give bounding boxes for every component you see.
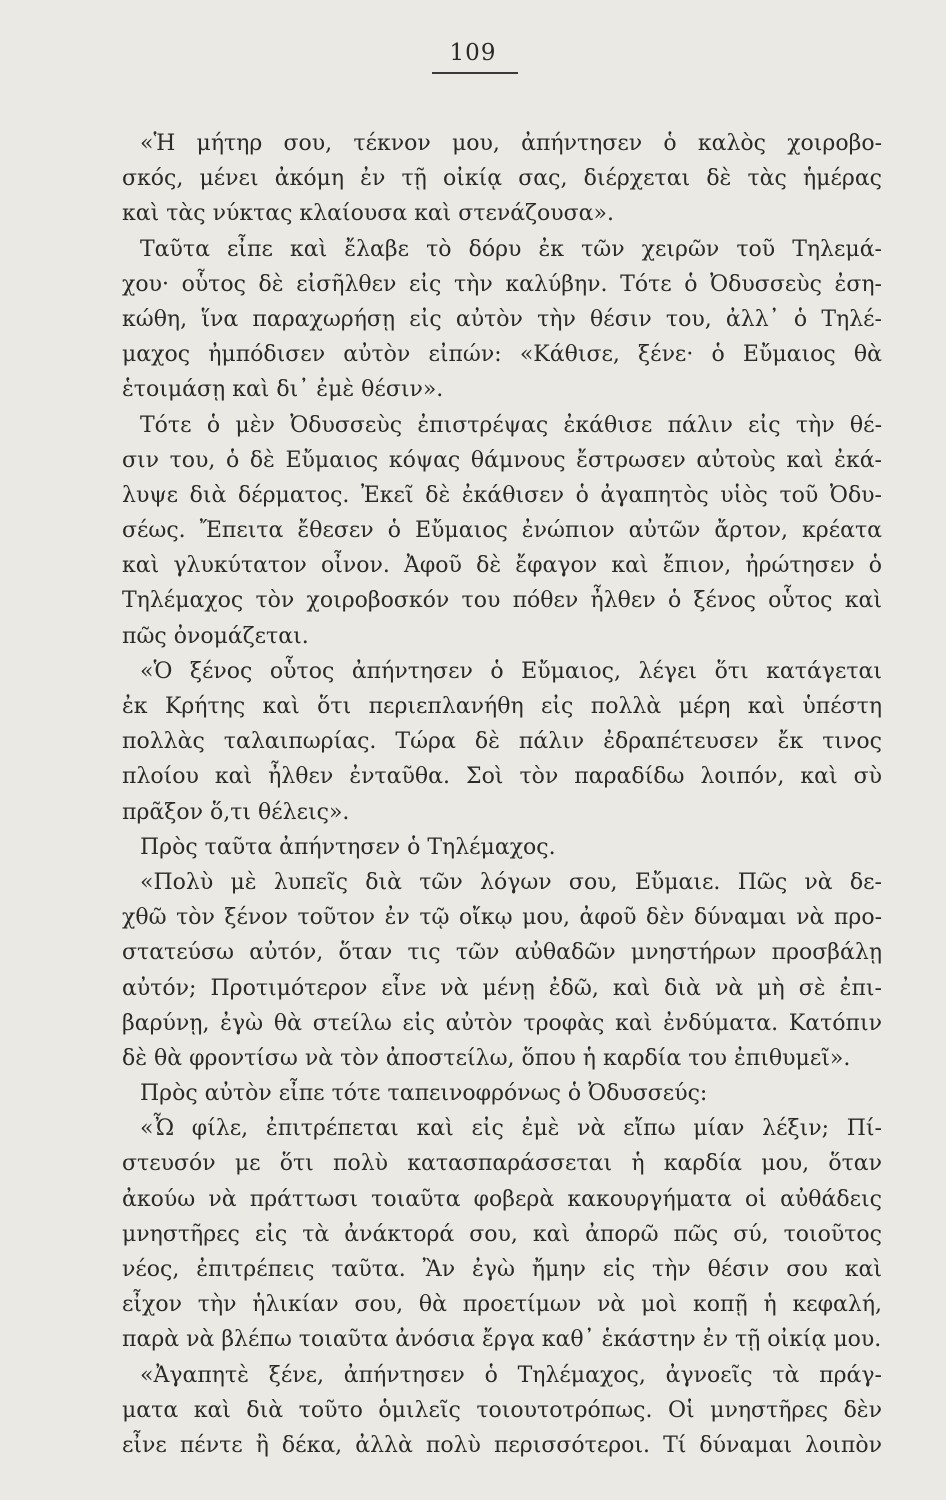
text-line: «Πολὺ μὲ λυπεῖς διὰ τῶν λόγων σου, Εὔμαιε. Πῶς νὰ δε- (140, 869, 882, 895)
text-line: σέως. Ἔπειτα ἔθεσεν ὁ Εὔμαιος ἐνώπιον αὐτῶν ἄρτον, κρέατα (122, 518, 882, 544)
text-line: στατεύσω αὐτόν, ὅταν τις τῶν αὐθαδῶν μνηστήρων προσβάλῃ (122, 940, 882, 966)
text-line: πολλὰς ταλαιπωρίας. Τώρα δὲ πάλιν ἐδραπέτευσεν ἔκ τινος (122, 729, 882, 755)
text-line: Πρὸς αὐτὸν εἶπε τότε ταπεινοφρόνως ὁ Ὀδυσσεύς: (140, 1081, 708, 1107)
text-line: Πρὸς ταῦτα ἀπήντησεν ὁ Τηλέμαχος. (140, 834, 556, 860)
text-line: σιν του, ὁ δὲ Εὔμαιος κόψας θάμνους ἔστρωσεν αὐτοὺς καὶ ἐκά- (122, 447, 882, 473)
text-line: δὲ θὰ φροντίσω νὰ τὸν ἀποστείλω, ὅπου ἡ καρδία του ἐπιθυμεῖ». (122, 1045, 851, 1071)
text-line: στευσόν με ὅτι πολὺ κατασπαράσσεται ἡ καρδία μου, ὅταν (122, 1151, 882, 1177)
text-line: αὐτόν; Προτιμότερον εἶνε νὰ μένῃ ἐδῶ, καὶ διὰ νὰ μὴ σὲ ἐπι- (122, 975, 882, 1001)
text-line: εἶνε πέντε ἢ δέκα, ἀλλὰ πολὺ περισσότεροι. Τί δύναμαι λοιπὸν (122, 1432, 882, 1458)
text-line: κώθη, ἵνα παραχωρήσῃ εἰς αὐτὸν τὴν θέσιν του, ἀλλ᾽ ὁ Τηλέ- (122, 306, 882, 332)
text-line: «Ὁ ξένος οὗτος ἀπήντησεν ὁ Εὔμαιος, λέγει ὅτι κατάγεται (140, 658, 882, 684)
text-line: «Ἀγαπητὲ ξένε, ἀπήντησεν ὁ Τηλέμαχος, ἀγνοεῖς τὰ πράγ- (140, 1362, 882, 1388)
text-line: ἐκ Κρήτης καὶ ὅτι περιεπλανήθη εἰς πολλὰ μέρη καὶ ὑπέστη (122, 694, 882, 719)
text-line: λυψε διὰ δέρματος. Ἐκεῖ δὲ ἐκάθισεν ὁ ἀγαπητὸς υἱὸς τοῦ Ὀδυ- (122, 482, 882, 508)
text-line: ματα καὶ διὰ τοῦτο ὁμιλεῖς τοιουτοτρόπως. Οἱ μνηστῆρες δὲν (122, 1397, 882, 1423)
text-line: καὶ τὰς νύκτας κλαίουσα καὶ στενάζουσα». (122, 201, 614, 227)
text-line: μαχος ἠμπόδισεν αὐτὸν εἰπών: «Κάθισε, ξένε· ὁ Εὔμαιος θὰ (122, 342, 882, 368)
text-line: βαρύνῃ, ἐγὼ θὰ στείλω εἰς αὐτὸν τροφὰς καὶ ἐνδύματα. Κατόπιν (122, 1010, 882, 1036)
text-line: καὶ γλυκύτατον οἶνον. Ἀφοῦ δὲ ἔφαγον καὶ ἔπιον, ἠρώτησεν ὁ (122, 553, 882, 579)
text-line: μνηστῆρες εἰς τὰ ἀνάκτορά σου, καὶ ἀπορῶ πῶς σύ, τοιοῦτος (122, 1221, 882, 1247)
text-line: Τότε ὁ μὲν Ὀδυσσεὺς ἐπιστρέψας ἐκάθισε πάλιν εἰς τὴν θέ- (140, 412, 882, 438)
text-line: πλοίου καὶ ἦλθεν ἐνταῦθα. Σοὶ τὸν παραδίδω λοιπόν, καὶ σὺ (122, 764, 882, 790)
text-line: πρᾶξον ὅ,τι θέλεις». (122, 799, 350, 825)
text-line: νέος, ἐπιτρέπεις ταῦτα. Ἂν ἐγὼ ἤμην εἰς τὴν θέσιν σου καὶ (122, 1257, 882, 1282)
text-line: Ταῦτα εἶπε καὶ ἔλαβε τὸ δόρυ ἐκ τῶν χειρῶν τοῦ Τηλεμά- (140, 236, 882, 262)
text-line: Τηλέμαχος τὸν χοιροβοσκόν του πόθεν ἦλθεν ὁ ξένος οὗτος καὶ (122, 588, 882, 614)
text-line: «Ὦ φίλε, ἐπιτρέπεται καὶ εἰς ἐμὲ νὰ εἴπω μίαν λέξιν; Πί- (140, 1116, 882, 1142)
text-line: σκός, μένει ἀκόμη ἐν τῇ οἰκίᾳ σας, διέρχεται δὲ τὰς ἡμέρας (122, 166, 882, 192)
page-number-rule (432, 72, 518, 74)
text-line: «Ἡ μήτηρ σου, τέκνον μου, ἀπήντησεν ὁ καλὸς χοιροβο- (140, 131, 882, 156)
text-line: εἶχον τὴν ἡλικίαν σου, θὰ προετίμων νὰ μοὶ κοπῇ ἡ κεφαλή, (122, 1292, 882, 1318)
text-line: παρὰ νὰ βλέπω τοιαῦτα ἀνόσια ἔργα καθ᾽ ἑκάστην ἐν τῇ οἰκίᾳ μου. (122, 1327, 882, 1353)
text-line: ἑτοιμάσῃ καὶ δι᾽ ἐμὲ θέσιν». (122, 377, 444, 403)
body-text (122, 126, 882, 1463)
text-line: χου· οὗτος δὲ εἰσῆλθεν εἰς τὴν καλύβην. Τότε ὁ Ὀδυσσεὺς ἐση- (122, 271, 882, 297)
page-number: 109 (449, 40, 497, 66)
text-line: πῶς ὀνομάζεται. (122, 623, 309, 649)
text-line: ἀκούω νὰ πράττωσι τοιαῦτα φοβερὰ κακουργήματα οἱ αὐθάδεις (122, 1186, 882, 1212)
text-line: χθῶ τὸν ξένον τοῦτον ἐν τῷ οἴκῳ μου, ἀφοῦ δὲν δύναμαι νὰ προ- (122, 905, 882, 931)
